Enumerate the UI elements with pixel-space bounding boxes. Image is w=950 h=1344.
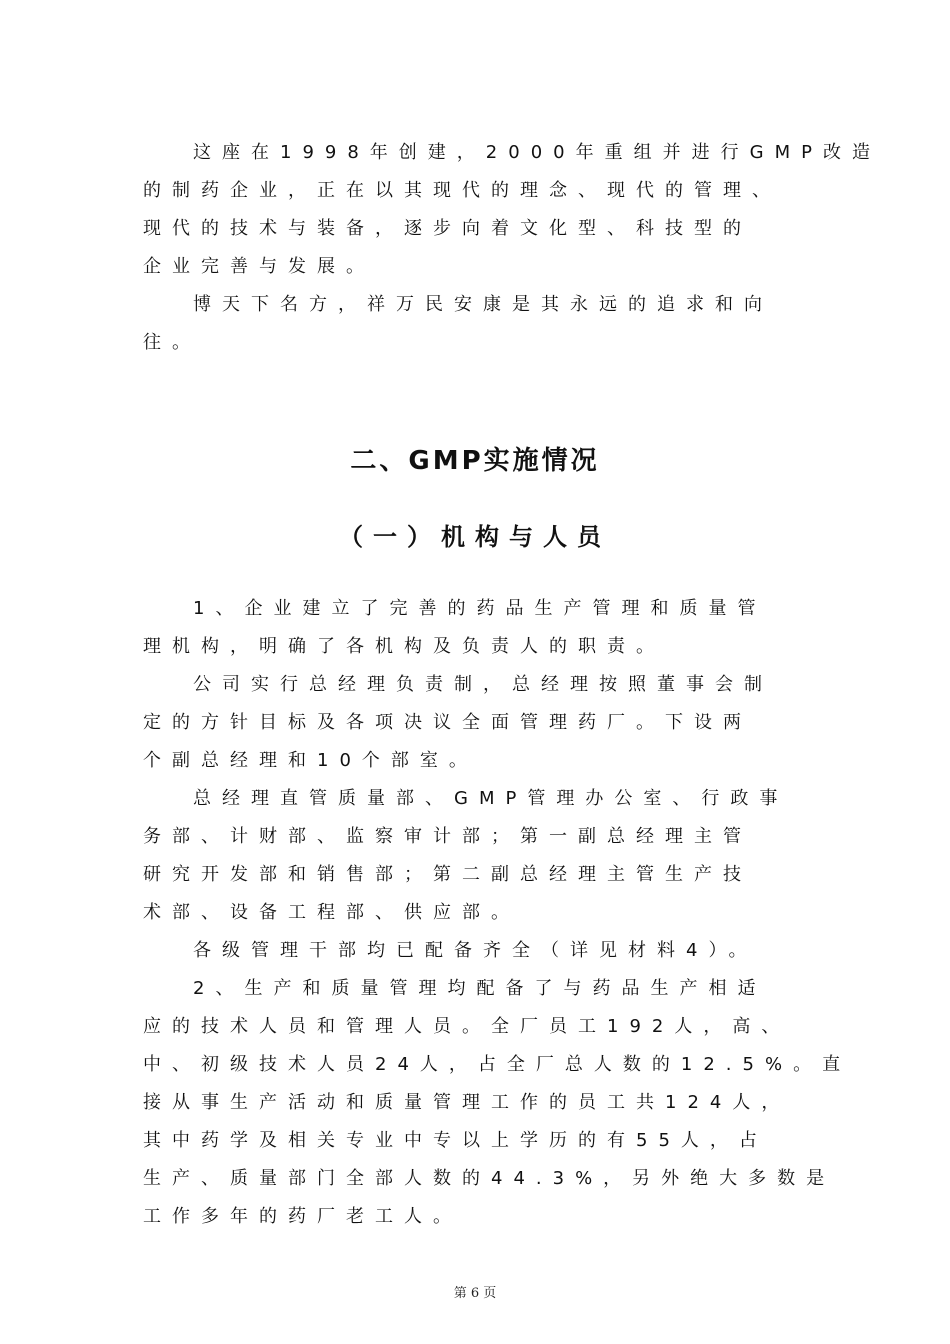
intro-p1-line-2: 的制药企业，正在以其现代的理念、现代的管理、 — [143, 180, 781, 201]
body-p2-line-2: 定的方针目标及各项决议全面管理药厂。下设两 — [143, 712, 752, 733]
body-p5-line-3: 中、初级技术人员24人，占全厂总人数的12.5%。直 — [143, 1054, 852, 1075]
body-p5-line-7: 工作多年的药厂老工人。 — [143, 1206, 462, 1227]
body-p3-line-1: 总经理直管质量部、GMP管理办公室、行政事 — [193, 788, 789, 809]
body-p5-line-6: 生产、质量部门全部人数的44.3%，另外绝大多数是 — [143, 1168, 836, 1189]
subsection-title: （一）机构与人员 — [339, 523, 611, 551]
body-p5-line-4: 接从事生产活动和质量管理工作的员工共124人， — [143, 1092, 791, 1113]
body-p4-line-1: 各级管理干部均已配备齐全（详见材料4）。 — [193, 940, 758, 961]
body-p2-line-3: 个副总经理和10个部室。 — [143, 750, 478, 771]
body-p1-line-1: 1、企业建立了完善的药品生产管理和质量管 — [193, 598, 767, 619]
intro-p1-line-1: 这座在1998年创建，2000年重组并进行GMP改造 — [193, 142, 881, 163]
body-p3-line-2: 务部、计财部、监察审计部；第一副总经理主管 — [143, 826, 752, 847]
body-p3-line-3: 研究开发部和销售部；第二副总经理主管生产技 — [143, 864, 752, 885]
body-p3-line-4: 术部、设备工程部、供应部。 — [143, 902, 520, 923]
intro-p2-line-1: 博天下名方，祥万民安康是其永远的追求和向 — [193, 294, 773, 315]
intro-p1-line-4: 企业完善与发展。 — [143, 256, 375, 277]
body-p5-line-1: 2、生产和质量管理均配备了与药品生产相适 — [193, 978, 767, 999]
body-p2-line-1: 公司实行总经理负责制，总经理按照董事会制 — [193, 674, 773, 695]
body-p5-line-5: 其中药学及相关专业中专以上学历的有55人，占 — [143, 1130, 768, 1151]
intro-p2-line-2: 往。 — [143, 332, 201, 353]
page-number: 第 6 页 — [453, 1286, 497, 1301]
body-p5-line-2: 应的技术人员和管理人员。全厂员工192人，高、 — [143, 1016, 791, 1037]
body-p1-line-2: 理机构，明确了各机构及负责人的职责。 — [143, 636, 665, 657]
intro-p1-line-3: 现代的技术与装备，逐步向着文化型、科技型的 — [143, 218, 752, 239]
section-title: 二、GMP实施情况 — [350, 446, 600, 476]
